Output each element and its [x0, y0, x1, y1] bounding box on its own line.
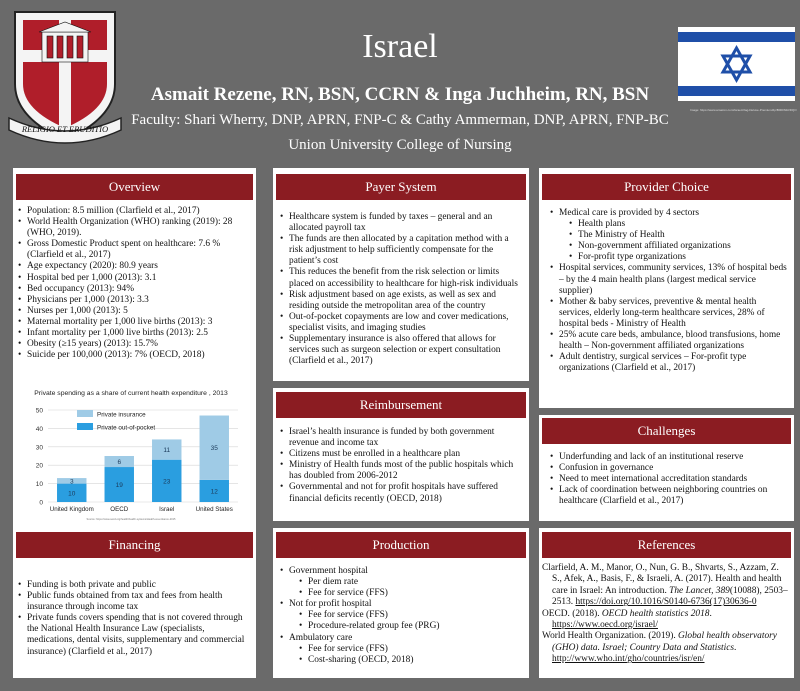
provider-heading: Provider Choice: [542, 174, 791, 200]
crest-motto: RELIGIO ET ERUDITIO: [21, 124, 109, 134]
provider-item: • 25% acute care beds, ambulance, blood transfusions, home health – Non-government affiliated organizations: [550, 330, 788, 352]
chart-source-note: Source: https://www.oecd.org/health/health-systems/Health-at-a-Glance-2015: [86, 518, 176, 521]
reimbursement-item: • Governmental and not for profit hospitals have suffered financial deficits recently (OECD, 2018): [280, 482, 524, 504]
payer-item: • Out-of-pocket copayments are low and cover medications, specialist visits, and imaging studies: [280, 312, 524, 334]
overview-list: [18, 206, 252, 361]
provider-sector-item: • Non-government affiliated organizations: [559, 241, 788, 252]
reference-link-who[interactable]: http://www.who.int/gho/countries/isr/en/: [552, 654, 705, 665]
chart-legend-label: Private insurance: [97, 411, 146, 419]
payer-list: [280, 212, 524, 367]
overview-item: • Physicians per 1,000 (2013): 3.3: [18, 295, 252, 306]
challenges-list: [550, 452, 788, 507]
chart-data-label: 23: [163, 478, 171, 486]
reference-link-lancet[interactable]: https://doi.org/10.1016/S0140-6736(17)30636-0: [575, 597, 757, 608]
financing-list: [18, 580, 252, 658]
chart-legend-label: Private out-of-pocket: [97, 424, 156, 432]
poster-school: Union University College of Nursing: [288, 137, 512, 153]
challenges-item: • Confusion in governance: [550, 463, 788, 474]
payer-item: • Risk adjustment based on age exists, as well as sex and residing outside the metropolitan area of the country: [280, 290, 524, 312]
overview-item: • Maternal mortality per 1,000 live births (2013): 3: [18, 317, 252, 328]
references-list: [542, 563, 791, 666]
poster-authors: Asmait Rezene, RN, BSN, CCRN & Inga Juchheim, RN, BSN: [150, 84, 650, 105]
poster-faculty: Faculty: Shari Wherry, DNP, APRN, FNP-C & Cathy Ammerman, DNP, APRN, FNP-BC: [131, 112, 669, 128]
chart-y-tick-label: 0: [39, 499, 43, 507]
reimbursement-heading: Reimbursement: [276, 392, 526, 418]
chart-y-tick-label: 40: [35, 425, 43, 433]
production-sub-item: • Fee for service (FFS): [289, 588, 524, 599]
production-sub-item: • Per diem rate: [289, 577, 524, 588]
production-group-item: • Government hospital • Per diem rate • Fee for service (FFS): [280, 566, 524, 599]
provider-item: • Adult dentistry, surgical services – For-profit type organizations (Clarfield et al., 2017): [550, 352, 788, 374]
chart-data-label: 12: [210, 488, 218, 496]
chart-data-label: 10: [68, 490, 76, 498]
reference-link-oecd[interactable]: https://www.oecd.org/israel/: [552, 620, 658, 631]
chart-data-label: 3: [69, 478, 74, 486]
overview-item: • Suicide per 100,000 (2013): 7% (OECD, 2018): [18, 350, 252, 361]
payer-item: • This reduces the benefit from the risk selection or limits placed on accessibility to healthcare for high-risk individuals: [280, 267, 524, 289]
chart-svg: [18, 384, 245, 524]
chart-legend-swatch: [77, 423, 93, 430]
reimbursement-item: • Citizens must be enrolled in a healthcare plan: [280, 449, 524, 460]
reference-oecd: OECD. (2018). OECD health statistics 2018. https://www.oecd.org/israel/: [542, 608, 712, 631]
provider-item: • Hospital services, community services, 13% of hospital beds – by the 4 main health plans (largest medical service supplier): [550, 263, 788, 296]
references-heading: References: [542, 532, 791, 558]
payer-item: • The funds are then allocated by a capitation method with a risk adjustment to help sufficiently compensate for the patient’s cost: [280, 234, 524, 267]
provider-sector-item: • Health plans: [559, 219, 788, 230]
payer-item: • Supplementary insurance is also offered that allows for services such as surgeon selection or expert consultation (Clarfield et al., 2017): [280, 334, 524, 367]
chart-y-tick-label: 10: [35, 481, 43, 489]
overview-item: • Infant mortality per 1,000 live births (2013): 2.5: [18, 328, 252, 339]
production-sub-item: • Fee for service (FFS): [289, 610, 524, 621]
overview-item: • World Health Organization (WHO) ranking (2019): 28 (WHO, 2019).: [18, 217, 252, 239]
chart-x-tick-label: Israel: [159, 506, 175, 513]
chart-legend-swatch: [77, 410, 93, 417]
production-group-item: • Not for profit hospital • Fee for service (FFS) • Procedure-related group fee (PRG): [280, 599, 524, 632]
reference-clarfield: Clarfield, A. M., Manor, O., Nun, G. B., Shvarts, S., Azzam, Z. S., Afek, A., Basis, F., & Israeli, A. (2017). Health and health care in Israel: An introduction. The Lancet, 389(10088), 2503–2513. https://doi.org/10.1016/S0140-6736(17)30636-0: [542, 563, 788, 608]
production-sub-item: • Cost-sharing (OECD, 2018): [289, 655, 524, 666]
chart-data-label: 35: [210, 445, 218, 453]
financing-item: • Public funds obtained from tax and fees from health insurance through income tax: [18, 591, 252, 613]
chart-y-tick-label: 30: [35, 444, 43, 452]
chart-y-tick-label: 50: [35, 407, 43, 415]
production-list: [280, 566, 524, 666]
provider-intro-item: • Medical care is provided by 4 sectors • Health plans • The Ministry of Health • Non-government affiliated organizations • For-profit type organizations: [550, 208, 788, 263]
chart-x-tick-label: United States: [195, 506, 233, 513]
overview-item: • Population: 8.5 million (Clarfield et al., 2017): [18, 206, 252, 217]
overview-item: • Nurses per 1,000 (2013): 5: [18, 306, 252, 317]
overview-item: • Obesity (≥15 years) (2013): 15.7%: [18, 339, 252, 350]
reimbursement-list: [280, 427, 524, 505]
reference-who: World Health Organization. (2019). Global health observatory (GHO) data. Israel; Country Data and Statistics. http://www.who.int/gho/countries/isr/en/: [542, 631, 777, 665]
provider-sector-item: • For-profit type organizations: [559, 252, 788, 263]
production-sub-item: • Procedure-related group fee (PRG): [289, 621, 524, 632]
flag-caption: Image: https://www.amazon.com/Israel-Flag-Deluxe-Premium/dp/B000N1RDQO: [690, 108, 797, 112]
overview-item: • Gross Domestic Product spent on healthcare: 7.6 % (Clarfield et al., 2017): [18, 239, 252, 261]
reimbursement-item: • Israel’s health insurance is funded by both government revenue and income tax: [280, 427, 524, 449]
financing-item: • Private funds covers spending that is not covered through the National Health Insurance Law (specialists, medications, dental visits, supplementary and commercial insurance) (Clarfield et al., 2017): [18, 613, 252, 657]
overview-heading: Overview: [16, 174, 253, 200]
production-sub-item: • Fee for service (FFS): [289, 644, 524, 655]
private-spending-chart: [18, 384, 245, 524]
payer-heading: Payer System: [276, 174, 526, 200]
overview-item: • Bed occupancy (2013): 94%: [18, 284, 252, 295]
payer-item: • Healthcare system is funded by taxes – general and an allocated payroll tax: [280, 212, 524, 234]
chart-data-label: 19: [115, 482, 123, 490]
chart-title: Private spending as a share of current health expenditure , 2013: [34, 390, 228, 397]
challenges-item: • Need to meet international accreditation standards: [550, 474, 788, 485]
poster-title: Israel: [362, 28, 438, 65]
provider-list: [550, 208, 788, 374]
provider-item: • Mother & baby services, preventive & mental health services, elderly long-term healthcare services, 28% of hospital beds - Ministry of Health: [550, 297, 788, 330]
production-heading: Production: [276, 532, 526, 558]
chart-x-tick-label: United Kingdom: [49, 506, 94, 513]
overview-item: • Hospital bed per 1,000 (2013): 3.1: [18, 273, 252, 284]
challenges-item: • Lack of coordination between neighboring countries on healthcare (Clarfield et al., 2017): [550, 485, 788, 507]
provider-sector-item: • The Ministry of Health: [559, 230, 788, 241]
reimbursement-item: • Ministry of Health funds most of the public hospitals which has doubled from 2006-2012: [280, 460, 524, 482]
overview-item: • Age expectancy (2020): 80.9 years: [18, 261, 252, 272]
chart-data-label: 6: [117, 459, 122, 467]
challenges-item: • Underfunding and lack of an institutional reserve: [550, 452, 788, 463]
israel-flag-image: [678, 27, 795, 101]
chart-data-label: 11: [163, 447, 171, 455]
financing-heading: Financing: [16, 532, 253, 558]
production-group-item: • Ambulatory care • Fee for service (FFS) • Cost-sharing (OECD, 2018): [280, 633, 524, 666]
chart-y-tick-label: 20: [35, 462, 43, 470]
chart-x-tick-label: OECD: [110, 506, 129, 513]
financing-item: • Funding is both private and public: [18, 580, 252, 591]
challenges-heading: Challenges: [542, 418, 791, 444]
